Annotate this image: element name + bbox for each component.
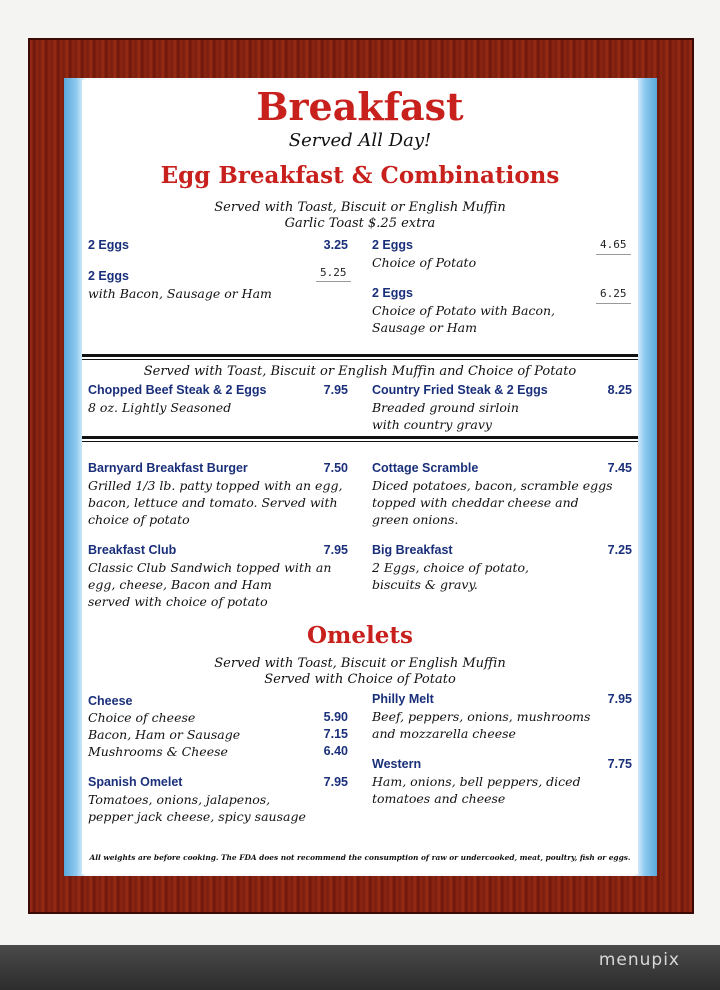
menu-item-price: 7.95 [323,383,348,397]
menu-item-name: 2 Eggs [88,269,129,283]
handwritten-price: 5.25 [316,266,351,282]
divider [82,436,638,442]
menu-item-option: Mushrooms & Cheese [88,744,228,759]
menu-item-desc: tomatoes and cheese [372,791,506,806]
menu-item-name: Spanish Omelet [88,775,183,789]
menu-item-price: 7.95 [323,775,348,789]
menu-item-desc: served with choice of potato [88,594,268,609]
menu-item-desc: Sausage or Ham [372,320,477,335]
section-heading-omelets: Omelets [307,622,413,649]
menu-item-price: 7.95 [323,543,348,557]
menu-item-desc: 8 oz. Lightly Seasoned [88,400,232,415]
menu-item-option: Choice of cheese [88,710,196,725]
page-title: Breakfast [256,84,464,129]
menu-item-name: Cheese [88,694,133,708]
menu-item-name: Western [372,757,422,771]
menu-item-name: 2 Eggs [372,286,413,300]
menu-item-desc: with Bacon, Sausage or Ham [88,286,272,301]
menu-item-price: 6.40 [323,744,348,758]
menu-item-name: Philly Melt [372,692,434,706]
menu-item-name: Chopped Beef Steak & 2 Eggs [88,383,267,397]
menu-item-desc: egg, cheese, Bacon and Ham [88,577,272,592]
menu-item-price: 7.25 [607,543,632,557]
steak-section-note: Served with Toast, Biscuit or English Muffin and Choice of Potato [143,364,577,379]
menu-item-desc: and mozzarella cheese [372,726,516,741]
menu-item-name: Breakfast Club [88,543,177,557]
menu-item-desc: 2 Eggs, choice of potato, [372,560,530,575]
menu-item-price: 7.45 [607,461,632,475]
menu-item-name: Country Fried Steak & 2 Eggs [372,383,548,397]
menu-page [82,80,638,874]
section-heading-egg: Egg Breakfast & Combinations [160,162,560,189]
menu-item-desc: Ham, onions, bell peppers, diced [372,774,581,789]
menu-item-price: 8.25 [607,383,632,397]
menu-item-desc: Choice of Potato with Bacon, [372,303,555,318]
menu-item-desc: bacon, lettuce and tomato. Served with [88,495,338,510]
menu-item-option: Bacon, Ham or Sausage [88,727,241,742]
menu-item-desc: Diced potatoes, bacon, scramble eggs [372,478,613,493]
menu-item-price: 5.90 [323,710,348,724]
watermark-logo: menupix [598,950,680,970]
menu-item-desc: topped with cheddar cheese and [372,495,579,510]
menu-item-name: Cottage Scramble [372,461,479,475]
omelets-note-potato: Served with Choice of Potato [264,672,456,687]
menu-item-desc: Beef, peppers, onions, mushrooms [372,709,591,724]
menu-item-desc: pepper jack cheese, spicy sausage [88,809,306,824]
handwritten-price: 4.65 [596,238,631,255]
menu-item-desc: biscuits & gravy. [372,577,478,592]
page-subtitle: Served All Day! [288,130,432,151]
menu-item-price: 7.75 [607,757,632,771]
menu-item-desc: Grilled 1/3 lb. patty topped with an egg, [88,478,343,493]
fda-disclaimer: All weights are before cooking. The FDA does not recommend the consumption of raw or undercooked, meat, poultry, fish or eggs. [89,853,631,862]
menu-item-price: 3.25 [323,238,348,252]
egg-section-note: Served with Toast, Biscuit or English Muffin [214,200,506,215]
menu-item-desc: choice of potato [88,512,190,527]
menu-item-name: Big Breakfast [372,543,453,557]
menu-item-name: 2 Eggs [372,238,413,252]
menu-item-desc: Classic Club Sandwich topped with an [88,560,332,575]
menu-item-desc: Breaded ground sirloin [372,400,519,415]
handwritten-price: 6.25 [596,287,631,304]
menu-item-price: 7.95 [607,692,632,706]
menu-item-price: 7.15 [323,727,348,741]
menu-item-desc: green onions. [372,512,459,527]
egg-section-note-extra: Garlic Toast $.25 extra [284,216,436,231]
omelets-note: Served with Toast, Biscuit or English Muffin [214,656,506,671]
menu-item-desc: Tomatoes, onions, jalapenos, [88,792,271,807]
menu-item-desc: Choice of Potato [372,255,477,270]
menu-item-name: 2 Eggs [88,238,129,252]
divider [82,354,638,360]
menu-item-price: 7.50 [323,461,348,475]
menu-item-name: Barnyard Breakfast Burger [88,461,248,475]
menu-item-desc: with country gravy [372,417,492,432]
